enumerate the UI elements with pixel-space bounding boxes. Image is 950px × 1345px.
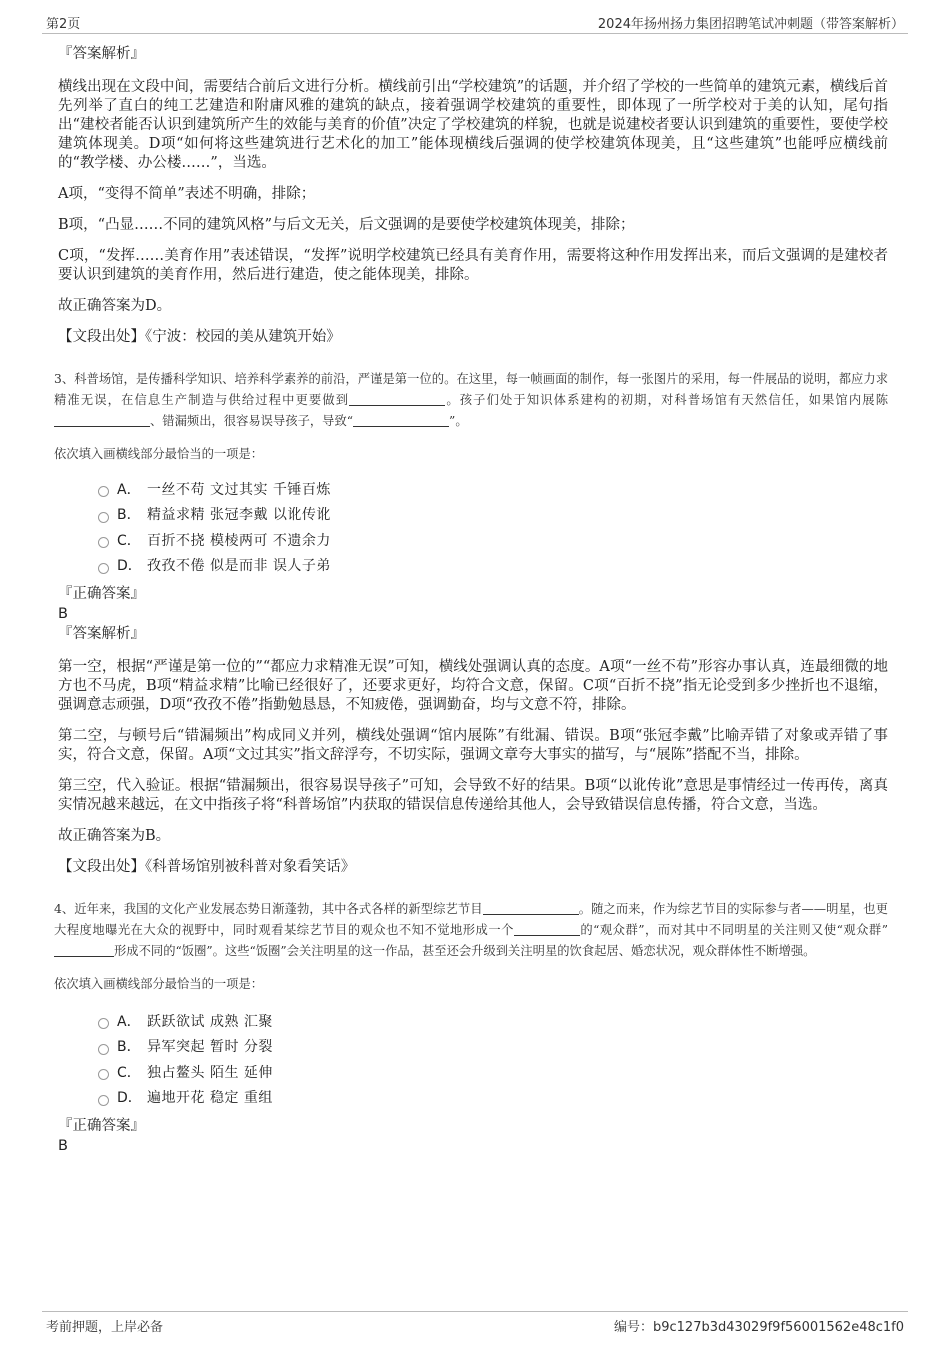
- q3-correct-answer: B: [58, 606, 68, 622]
- page-footer: [42, 1311, 908, 1338]
- q3-analysis-label: 『答案解析』: [58, 626, 145, 642]
- q3-option-a[interactable]: A． 一丝不苟 文过其实 千锤百炼: [98, 476, 888, 502]
- radio-icon[interactable]: [98, 537, 109, 548]
- q2-analysis-para-4: C项，“发挥……美育作用”表述错误，“发挥”说明学校建筑已经具有美育作用，需要将这种作用发挥出来，而后文强调的是建校者要认识到建筑的美育作用，然后进行建造，使之能体现美，排除。: [58, 248, 888, 283]
- q4-blank-3: [54, 943, 114, 957]
- q4-blank-2: [514, 922, 580, 936]
- q3-analysis-para-3: 第三空，代入验证。根据“错漏频出，很容易误导孩子”可知，会导致不好的结果。B项“以讹传讹”意思是事情经过一传再传，离真实情况越来越远，在文中指孩子将“科普场馆”内获取的错误信息传递给其他人，会导致错误信息传播，符合文意，当选。: [58, 778, 888, 813]
- q4-option-b[interactable]: B． 异军突起 暂时 分裂: [98, 1034, 888, 1060]
- document-id: 编号：b9c127b3d43029f9f56001562e48c1f0: [613, 1320, 904, 1335]
- q2-analysis-label: 『答案解析』: [58, 46, 145, 62]
- q2-answer-statement: 故正确答案为D。: [58, 298, 172, 314]
- radio-icon[interactable]: [98, 512, 109, 523]
- q4-correct-answer: B: [58, 1138, 68, 1154]
- q3-blank-3: [353, 413, 449, 427]
- q3-prompt: 依次填入画横线部分最恰当的一项是：: [54, 447, 264, 461]
- radio-icon[interactable]: [98, 1018, 109, 1029]
- document-title: 2024年扬州扬力集团招聘笔试冲刺题（带答案解析）: [597, 17, 904, 32]
- q4-question-text: 4、近年来，我国的文化产业发展态势日渐蓬勃，其中各式各样的新型综艺节目 。随之而来，作为综艺节目的实际参与者——明星，也更大程度地曝光在大众的视野中，同时观看某综艺节目的观众也不知不觉地形成一个 的“观众群”，而对其中不同明星的关注则又使“观众群”形成不同的“饭圈”。这些“饭圈”会关注明星的这一作品，甚至还会升级到关注明星的饮食起居、婚恋状况，观众群体性不断增强。: [54, 902, 888, 958]
- q4-option-d[interactable]: D． 遍地开花 稳定 重组: [98, 1085, 888, 1111]
- document-body: [54, 44, 888, 1156]
- q3-analysis-para-2: 第二空，与顿号后“错漏频出”构成同义并列，横线处强调“馆内展陈”有纰漏、错误。B项“张冠李戴”比喻弄错了对象或弄错了事实，符合文意，保留。A项“文过其实”指文辞浮夸，不切实际，强调文章夸大事实的描写，与“展陈”搭配不当，排除。: [58, 728, 888, 763]
- q3-option-c[interactable]: C． 百折不挠 模棱两可 不遗余力: [98, 527, 888, 553]
- radio-icon[interactable]: [98, 1069, 109, 1080]
- q3-option-d[interactable]: D． 孜孜不倦 似是而非 误人子弟: [98, 553, 888, 579]
- radio-icon[interactable]: [98, 486, 109, 497]
- radio-icon[interactable]: [98, 1095, 109, 1106]
- q2-analysis-para-2: A项，“变得不简单”表述不明确，排除；: [58, 186, 316, 202]
- q4-option-a[interactable]: A． 跃跃欲试 成熟 汇聚: [98, 1008, 888, 1034]
- radio-icon[interactable]: [98, 1044, 109, 1055]
- footer-slogan: 考前押题，上岸必备: [46, 1320, 164, 1335]
- q4-correct-label: 『正确答案』: [58, 1118, 145, 1134]
- page-header: [42, 13, 908, 34]
- q4-blank-1: [483, 901, 579, 915]
- q3-question-text: 3、科普场馆，是传播科学知识、培养科学素养的前沿，严谨是第一位的。在这里，每一帧画面的制作，每一张图片的采用，每一件展品的说明，都应力求精准无误，在信息生产制造与供给过程中更要做到 。孩子们处于知识体系建构的初期，对科普场馆有天然信任，如果馆内展陈、错漏频出，很容易误导孩子，导致“ ”。: [54, 372, 888, 428]
- q3-options: [98, 476, 888, 578]
- q3-blank-1: [349, 392, 445, 406]
- page-number: 第2页: [46, 17, 81, 32]
- q4-options: [98, 1008, 888, 1110]
- q2-analysis-para-3: B项，“凸显……不同的建筑风格”与后文无关，后文强调的是要使学校建筑体现美，排除；: [58, 217, 635, 233]
- q2-source: 【文段出处】《宁波：校园的美从建筑开始》: [58, 329, 341, 345]
- q3-source: 【文段出处】《科普场馆别被科普对象看笑话》: [58, 859, 356, 875]
- q3-option-b[interactable]: B． 精益求精 张冠李戴 以讹传讹: [98, 502, 888, 528]
- q3-answer-statement: 故正确答案为B。: [58, 828, 171, 844]
- radio-icon[interactable]: [98, 563, 109, 574]
- q4-prompt: 依次填入画横线部分最恰当的一项是：: [54, 977, 264, 991]
- q3-correct-label: 『正确答案』: [58, 586, 145, 602]
- q3-blank-2: [54, 413, 150, 427]
- q4-option-c[interactable]: C． 独占鳌头 陌生 延伸: [98, 1059, 888, 1085]
- q3-analysis-para-1: 第一空，根据“严谨是第一位的”“都应力求精准无误”可知，横线处强调认真的态度。A项“一丝不苟”形容办事认真，连最细微的地方也不马虎，B项“精益求精”比喻已经很好了，还要求更好，均符合文意，保留。C项“百折不挠”指无论受到多少挫折也不退缩，强调意志顽强，D项“孜孜不倦”指勤勉恳恳，不知疲倦，强调勤奋，均与文意不符，排除。: [58, 659, 888, 713]
- q2-analysis-para-1: 横线出现在文段中间，需要结合前后文进行分析。横线前引出“学校建筑”的话题，并介绍了学校的一些简单的建筑元素，横线后首先列举了直白的纯工艺建造和附庸风雅的建筑的缺点，接着强调学校建筑的重要性，即体现了一所学校对于美的认知，尾句指出“建校者能否认识到建筑所产生的效能与美育的价值”决定了学校建筑的样貌，也就是说建校者要认识到建筑的重要性，要使学校建筑体现美。D项“如何将这些建筑进行艺术化的加工”能体现横线后强调的使学校建筑体现美，且“这些建筑”也能呼应横线前的“教学楼、办公楼……”，当选。: [58, 79, 888, 171]
